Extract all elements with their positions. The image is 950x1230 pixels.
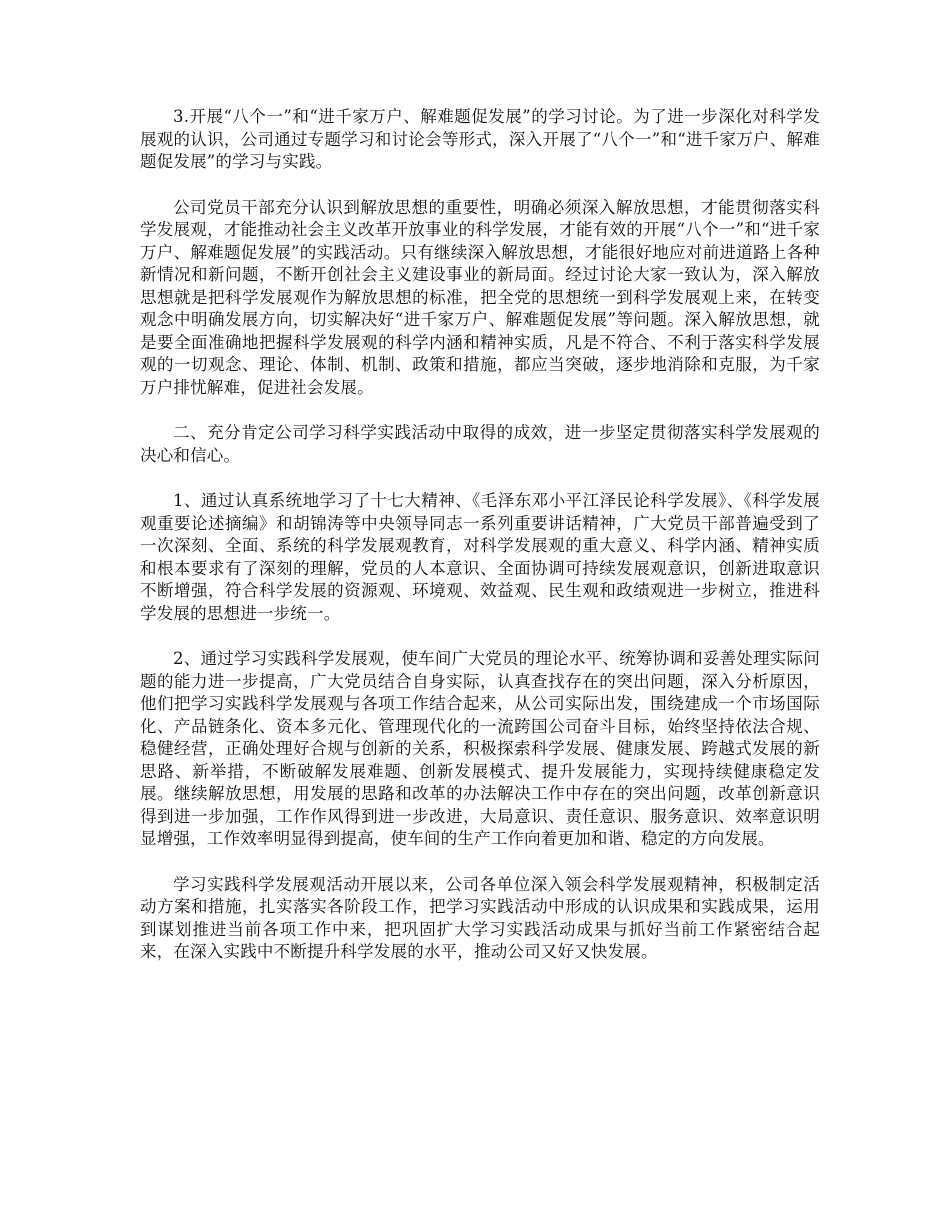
paragraph-conclusion: 学习实践科学发展观活动开展以来，公司各单位深入领会科学发展观精神，积极制定活动方案和措施，扎实落实各阶段工作，把学习实践活动中形成的认识成果和实践成果，运用到谋划推进当前各项工作中来，把巩固扩大学习实践活动成果与抓好当前工作紧密结合起来，在深入实践中不断提升科学发展的水平，推动公司又好又快发展。 (140, 874, 820, 961)
document-body (140, 106, 820, 987)
paragraph-point-one: 1、通过认真系统地学习了十七大精神、《毛泽东邓小平江泽民论科学发展》、《科学发展观重要论述摘编》和胡锦涛等中央领导同志一系列重要讲话精神，广大党员干部普遍受到了一次深刻、全面、系统的科学发展观教育，对科学发展观的重大意义、科学内涵、精神实质和根本要求有了深刻的理解，党员的人本意识、全面协调可持续发展观意识，创新进取意识不断增强，符合科学发展的资源观、环境观、效益观、民生观和政绩观进一步树立，推进科学发展的思想进一步统一。 (140, 491, 820, 623)
paragraph-emancipating-thought: 公司党员干部充分认识到解放思想的重要性，明确必须深入解放思想，才能贯彻落实科学发展观，才能推动社会主义改革开放事业的科学发展，才能有效的开展“八个一”和“进千家万户、解难题促发展”的实践活动。只有继续深入解放思想，才能很好地应对前进道路上各种新情况和新问题，不断开创社会主义建设事业的新局面。经过讨论大家一致认为，深入解放思想就是把科学发展观作为解放思想的标准，把全党的思想统一到科学发展观上来，在转变观念中明确发展方向，切实解决好“进千家万户、解难题促发展”等问题。深入解放思想，就是要全面准确地把握科学发展观的科学内涵和精神实质，凡是不符合、不利于落实科学发展观的一切观念、理论、体制、机制、政策和措施，都应当突破，逐步地消除和克服，为千家万户排忧解难，促进社会发展。 (140, 197, 820, 397)
paragraph-point-two: 2、通过学习实践科学发展观，使车间广大党员的理论水平、统筹协调和妥善处理实际问题的能力进一步提高，广大党员结合自身实际，认真查找存在的突出问题，深入分析原因，他们把学习实践科学发展观与各项工作结合起来，从公司实际出发，围绕建成一个市场国际化、产品链条化、资本多元化、管理现代化的一流跨国公司奋斗目标，始终坚持依法合规、稳健经营，正确处理好合规与创新的关系，积极探索科学发展、健康发展、跨越式发展的新思路、新举措，不断破解发展难题、创新发展模式、提升发展能力，实现持续健康稳定发展。继续解放思想，用发展的思路和改革的办法解决工作中存在的突出问题，改革创新意识得到进一步加强，工作作风得到进一步改进，大局意识、责任意识、服务意识、效率意识明显增强，工作效率明显得到提高，使车间的生产工作向着更加和谐、稳定的方向发展。 (140, 649, 820, 848)
paragraph-discussion: 3.开展“八个一”和“进千家万户、解难题促发展”的学习讨论。为了进一步深化对科学发展观的认识，公司通过专题学习和讨论会等形式，深入开展了“八个一”和“进千家万户、解难题促发展”的学习与实践。 (140, 107, 820, 171)
paragraph-section-two-heading: 二、充分肯定公司学习科学实践活动中取得的成效，进一步坚定贯彻落实科学发展观的决心和信心。 (140, 423, 820, 465)
